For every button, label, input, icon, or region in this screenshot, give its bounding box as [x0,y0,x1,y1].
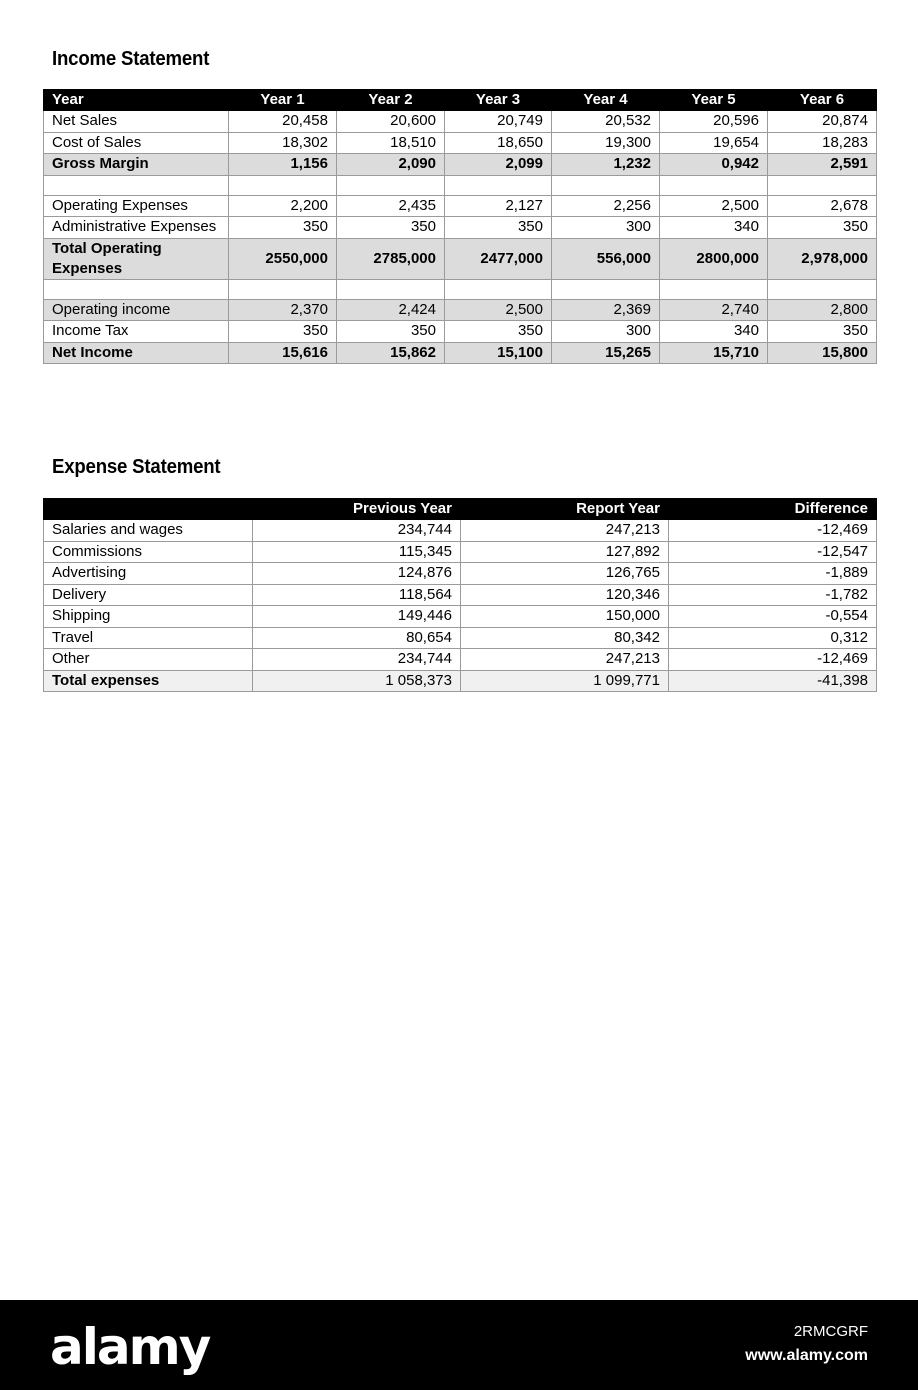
value-cell: 300 [552,321,660,343]
value-cell: 340 [660,321,768,343]
table-row [44,299,877,321]
row-label: Salaries and wages [44,520,253,542]
table-row [44,321,877,343]
row-label: Administrative Expenses [44,217,229,239]
value-cell: 20,749 [445,111,552,133]
table-row [44,563,877,585]
expense-header-row [44,499,877,520]
value-cell: 300 [552,217,660,239]
value-cell [445,175,552,195]
value-cell: 120,346 [461,584,669,606]
table-row [44,342,877,364]
value-cell: -1,889 [669,563,877,585]
row-label: Total Operating Expenses [44,238,229,279]
column-header: Year 1 [229,90,337,111]
value-cell [660,279,768,299]
value-cell: 2,200 [229,195,337,217]
value-cell: 247,213 [461,520,669,542]
value-cell: 247,213 [461,649,669,671]
value-cell: 2,591 [768,154,877,176]
value-cell: 1 099,771 [461,670,669,692]
value-cell: 2,256 [552,195,660,217]
value-cell: 2550,000 [229,238,337,279]
row-label: Operating income [44,299,229,321]
value-cell: 350 [768,217,877,239]
column-header: Year 4 [552,90,660,111]
row-label [44,279,229,299]
value-cell: 2,424 [337,299,445,321]
value-cell: 18,510 [337,132,445,154]
value-cell: 350 [768,321,877,343]
table-row [44,132,877,154]
column-header: Previous Year [253,499,461,520]
row-label: Commissions [44,541,253,563]
row-label: Net Income [44,342,229,364]
value-cell: -12,469 [669,649,877,671]
value-cell: 124,876 [253,563,461,585]
value-cell [445,279,552,299]
value-cell: 350 [229,321,337,343]
value-cell [768,279,877,299]
value-cell: 2,127 [445,195,552,217]
value-cell: 118,564 [253,584,461,606]
value-cell: 149,446 [253,606,461,628]
row-label [44,175,229,195]
column-header: Year 5 [660,90,768,111]
value-cell: 1 058,373 [253,670,461,692]
table-row [44,520,877,542]
image-reference: 2RMCGRF [793,1323,868,1340]
value-cell: 80,654 [253,627,461,649]
column-header: Year 6 [768,90,877,111]
value-cell: 150,000 [461,606,669,628]
value-cell: 19,654 [660,132,768,154]
value-cell: 15,265 [552,342,660,364]
table-row [44,217,877,239]
value-cell: 15,100 [445,342,552,364]
value-cell: 15,710 [660,342,768,364]
table-row [44,670,877,692]
value-cell: -41,398 [669,670,877,692]
value-cell [337,175,445,195]
value-cell: -12,469 [669,520,877,542]
table-row [44,649,877,671]
table-row [44,238,877,279]
value-cell: 1,156 [229,154,337,176]
value-cell: 2,678 [768,195,877,217]
row-label: Advertising [44,563,253,585]
row-label: Income Tax [44,321,229,343]
value-cell: 2,978,000 [768,238,877,279]
value-cell: 20,596 [660,111,768,133]
spacer-row [44,279,877,299]
value-cell: 350 [445,217,552,239]
value-cell: 2,740 [660,299,768,321]
value-cell: 127,892 [461,541,669,563]
column-header-label: Year [44,90,229,111]
value-cell: 234,744 [253,649,461,671]
value-cell [552,279,660,299]
column-header: Year 3 [445,90,552,111]
row-label: Cost of Sales [44,132,229,154]
value-cell: 2,500 [660,195,768,217]
value-cell: 18,283 [768,132,877,154]
row-label: Total expenses [44,670,253,692]
value-cell: 15,616 [229,342,337,364]
spacer-row [44,175,877,195]
value-cell: 15,862 [337,342,445,364]
watermark-footer [0,1300,918,1390]
value-cell: 2800,000 [660,238,768,279]
table-row [44,541,877,563]
income-statement-title: Income Statement [52,48,210,70]
value-cell [229,175,337,195]
income-statement-table [43,89,877,364]
value-cell: 20,458 [229,111,337,133]
row-label: Net Sales [44,111,229,133]
value-cell: 2785,000 [337,238,445,279]
value-cell: 0,942 [660,154,768,176]
value-cell: -0,554 [669,606,877,628]
column-header-label [44,499,253,520]
brand-logo: alamy [50,1318,210,1376]
row-label: Travel [44,627,253,649]
value-cell [552,175,660,195]
value-cell: 234,744 [253,520,461,542]
source-url: www.alamy.com [745,1347,868,1364]
value-cell: 20,600 [337,111,445,133]
value-cell [337,279,445,299]
column-header: Report Year [461,499,669,520]
table-row [44,111,877,133]
value-cell: 350 [337,217,445,239]
column-header: Difference [669,499,877,520]
value-cell: 350 [229,217,337,239]
value-cell: -12,547 [669,541,877,563]
value-cell: 2,369 [552,299,660,321]
income-header-row [44,90,877,111]
value-cell: 350 [445,321,552,343]
value-cell: 2477,000 [445,238,552,279]
table-row [44,584,877,606]
value-cell: 20,874 [768,111,877,133]
value-cell: 15,800 [768,342,877,364]
value-cell [768,175,877,195]
value-cell: 350 [337,321,445,343]
value-cell: 0,312 [669,627,877,649]
row-label: Other [44,649,253,671]
value-cell: 115,345 [253,541,461,563]
table-row [44,606,877,628]
expense-statement-title: Expense Statement [52,456,221,478]
value-cell: -1,782 [669,584,877,606]
value-cell [229,279,337,299]
value-cell: 126,765 [461,563,669,585]
value-cell: 18,650 [445,132,552,154]
income-table-body [44,111,877,364]
value-cell: 20,532 [552,111,660,133]
value-cell: 2,090 [337,154,445,176]
row-label: Operating Expenses [44,195,229,217]
value-cell: 18,302 [229,132,337,154]
value-cell: 19,300 [552,132,660,154]
table-row [44,154,877,176]
value-cell: 2,370 [229,299,337,321]
value-cell [660,175,768,195]
value-cell: 2,099 [445,154,552,176]
value-cell: 2,435 [337,195,445,217]
row-label: Delivery [44,584,253,606]
row-label: Gross Margin [44,154,229,176]
value-cell: 2,800 [768,299,877,321]
row-label: Shipping [44,606,253,628]
table-row [44,627,877,649]
value-cell: 1,232 [552,154,660,176]
value-cell: 80,342 [461,627,669,649]
expense-statement-table [43,498,877,692]
column-header: Year 2 [337,90,445,111]
table-row [44,195,877,217]
expense-table-body [44,520,877,692]
value-cell: 556,000 [552,238,660,279]
value-cell: 2,500 [445,299,552,321]
value-cell: 340 [660,217,768,239]
